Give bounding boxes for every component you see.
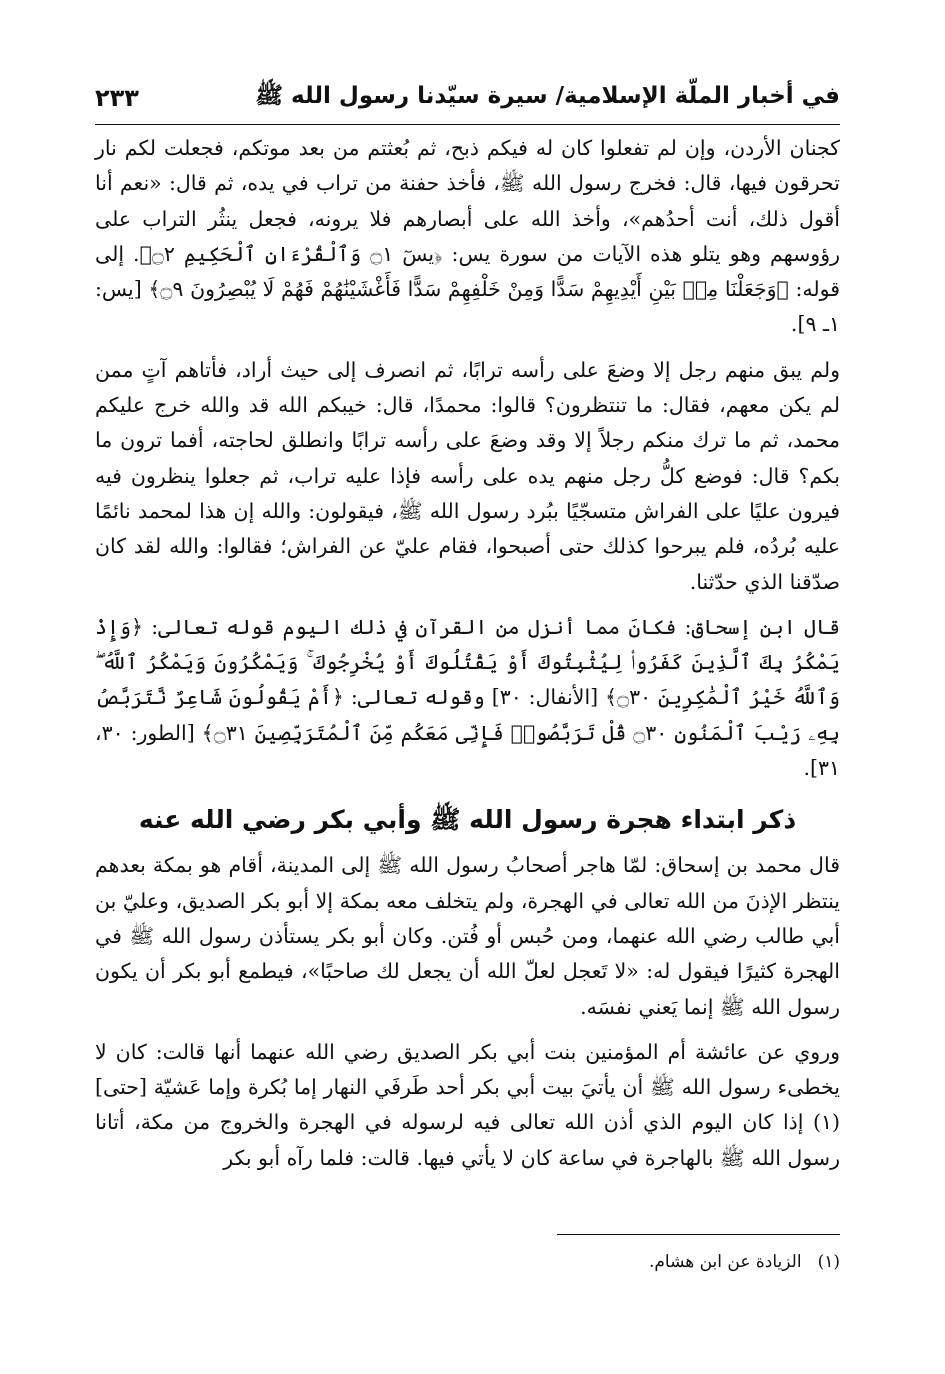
page-number: ٢٣٣: [95, 84, 139, 112]
footnote-text: الزيادة عن ابن هشام.: [648, 1252, 802, 1272]
running-header: [95, 78, 840, 125]
footnote-divider: [557, 1234, 840, 1235]
section-heading: ذكر ابتداء هجرة رسول الله ﷺ وأبي بكر رضي الله عنه: [138, 805, 797, 835]
paragraph-3: قال ابن إسحاق: فكانَ مما أنزل من القرآن في ذلك اليوم قوله تعالى: ﴿وَإِذْ يَمْكُرُ بِكَ ٱلَّذِينَ كَفَرُوا۟ لِيُثْبِتُوكَ أَوْ يَقْتُلُوكَ أَوْ يُخْرِجُوكَ ۚ وَيَمْكُرُونَ وَيَمْكُرُ ٱللَّهُ ۖ وَٱللَّهُ خَيْرُ ٱلْمَٰكِرِينَ ۝٣٠﴾ [الأنفال: ٣٠] وقوله تعالى: ﴿أَمْ يَقُولُونَ شَاعِرٌ نَّتَرَبَّصُ بِهِۦ رَيْبَ ٱلْمَنُونِ ۝٣٠ قُلْ تَرَبَّصُوا۟ فَإِنِّى مَعَكُم مِّنَ ٱلْمُتَرَبِّصِينَ ۝٣١﴾ [الطور: ٣٠، ٣١].: [95, 614, 841, 781]
paragraph-4: قال محمد بن إسحاق: لمّا هاجر أصحابُ رسول الله ﷺ إلى المدينة، أقام هو بمكة بعدهم ينتظر الإذنَ من الله تعالى في الهجرة، ولم يتخلف معه بمكة إلا أبو بكر الصديق، وعليّ بن أبي طالب رضي الله عنهما، ومن حُبس أو فُتن. وكان أبو بكر يستأذن رسول الله ﷺ في الهجرة كثيرًا فيقول له: «لا تَعجل لعلّ الله أن يجعل لك صاحبًا»، فيطمع أبو بكر أن يكون رسول الله ﷺ إنما يَعني نفسَه.: [95, 853, 840, 1019]
footnotes: [95, 1234, 840, 1277]
paragraph-5: وروي عن عائشة أم المؤمنين بنت أبي بكر الصديق رضي الله عنهما أنها قالت: كان لا يخطىء رسول الله ﷺ أن يأتيَ بيت أبي بكر أحد طَرفَي النهار إما بُكرة وإما عَشيّة [حتى](١) إذا كان اليوم الذي أذن الله تعالى فيه لرسوله في الهجرة والخروج من مكة، أتانا رسول الله ﷺ بالهاجرة في ساعة كان لا يأتي فيها. قالت: فلما رآه أبو بكر: [95, 1039, 840, 1170]
page: [95, 78, 840, 1176]
footnote-number: (١): [817, 1252, 840, 1272]
footnote: [95, 1247, 840, 1277]
header-title: في أخبار الملّة الإسلامية/ سيرة سيّدنا رسول الله ﷺ: [255, 83, 840, 109]
body-text: [95, 131, 840, 1176]
paragraph-2: ولم يبق منهم رجل إلا وضعَ على رأسه ترابًا، ثم انصرف إلى حيث أراد، فأتاهم آتٍ ممن لم يكن معهم، فقال: ما تنتظرون؟ قالوا: محمدًا، قال: خيبكم الله قد والله خرج عليكم محمد، ثم ما ترك منكم رجلاً إلا وقد وضعَ على رأسه ترابًا وانطلق لحاجته، أفما ترون ما بكم؟ قال: فوضع كلُّ رجل منهم يده على رأسه فإذا عليه تراب، ثم جعلوا ينظرون فيه فيرون عليًا على الفراش متسجّيًا ببُرد رسول الله ﷺ، فيقولون: والله إن هذا لمحمد نائمًا عليه بُردُه، فلم يبرحوا كذلك حتى أصبحوا، فقام عليّ عن الفراش؛ فقالوا: والله لقد كان صدّقنا الذي حدّثنا.: [95, 357, 840, 594]
paragraph-1: كجنان الأردن، وإن لم تفعلوا كان له فيكم ذبح، ثم بُعثتم من بعد موتكم، فجعلت لكم نار تحرقون فيها، قال: فخرج رسول الله ﷺ، فأخذ حفنة من تراب في يده، ثم قال: «نعم أنا أقول ذلك، أنت أحدُهم»، وأخذ الله على أبصارهم فلا يرونه، فجعل ينثُر التراب على رؤوسهم وهو يتلو هذه الآيات من سورة يس: ﴿يسٓ ۝١ وَٱلْقُرْءَانِ ٱلْحَكِيمِ ۝٢﴾. إلى قوله: ﴿وَجَعَلْنَا مِنۢ بَيْنِ أَيْدِيهِمْ سَدًّا وَمِنْ خَلْفِهِمْ سَدًّا فَأَغْشَيْنَٰهُمْ فَهُمْ لَا يُبْصِرُونَ ۝٩﴾ [يس: ١ـ ٩].: [95, 136, 840, 337]
